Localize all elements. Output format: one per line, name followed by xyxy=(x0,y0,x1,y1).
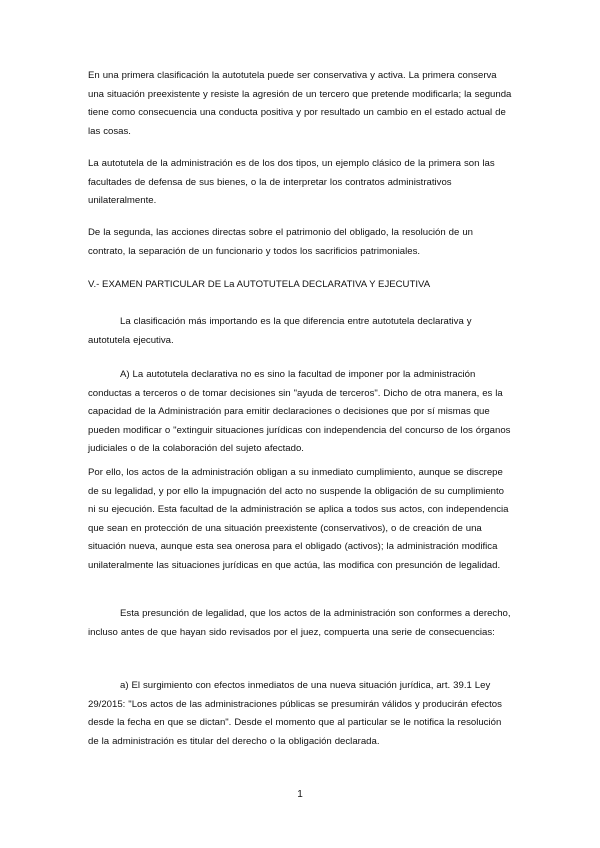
paragraph-surgimiento: a) El surgimiento con efectos inmediatos de una nueva situación jurídica, art. 39.1 Ley 29/2015: "Los actos de las administraciones públicas se presumirán válidos y producirán efectos desde la fecha en que se dictan". Desde el momento que al particular se le notifica la resolución de la administración es titular del derecho o la obligación declarada. xyxy=(88,680,502,747)
page-number: 1 xyxy=(297,789,303,800)
paragraph-clasificacion-importante: La clasificación más importando es la que diferencia entre autotutela declarativa y autotutela ejecutiva. xyxy=(88,316,472,346)
paragraph-por-ello: Por ello, los actos de la administración obligan a su inmediato cumplimiento, aunque se discrepe de su legalidad, y por ello la impugnación del acto no suspende la obligación de su cumplimiento ni su ejecución. Esta facultad de la administración se aplica a todos sus actos, con independencia que sean en protección de una situación preexistente (conservativos), o de creación de una situación nueva, aunque esta sea onerosa para el obligado (activos); la administración modifica unilateralmente las situaciones jurídicas en que actúa, las modifica con presunción de legalidad. xyxy=(88,467,509,571)
section-heading: V.- EXAMEN PARTICULAR DE La AUTOTUTELA DECLARATIVA Y EJECUTIVA xyxy=(88,279,431,290)
paragraph-autotutela-classification: En una primera clasificación la autotutela puede ser conservativa y activa. La primera conserva una situación preexistente y resiste la agresión de un tercero que pretende modificarla; la segunda tiene como consecuencia una conducta positiva y por resultado un cambio en el estado actual de las cosas. xyxy=(88,70,512,137)
paragraph-presuncion-legalidad: Esta presunción de legalidad, que los actos de la administración son conformes a derecho, incluso antes de que hayan sido revisados por el juez, compuerta una serie de consecuencias: xyxy=(88,608,511,638)
paragraph-autotutela-administracion: La autotutela de la administración es de los dos tipos, un ejemplo clásico de la primera son las facultades de defensa de sus bienes, o la de interpretar los contratos administrativos unilateralmente. xyxy=(88,158,495,207)
paragraph-autotutela-declarativa: A) La autotutela declarativa no es sino la facultad de imponer por la administración conductas a terceros o de tomar decisiones sin "ayuda de terceros". Dicho de otra manera, es la capacidad de la Administración para emitir declaraciones o decisiones que por sí mismas que pueden modificar o "extinguir situaciones jurídicas con independencia del concurso de los órganos judiciales o de la colaboración del sujeto afectado. xyxy=(88,369,511,455)
paragraph-segunda: De la segunda, las acciones directas sobre el patrimonio del obligado, la resolución de un contrato, la separación de un funcionario y todos los sacrificios patrimoniales. xyxy=(88,227,473,257)
